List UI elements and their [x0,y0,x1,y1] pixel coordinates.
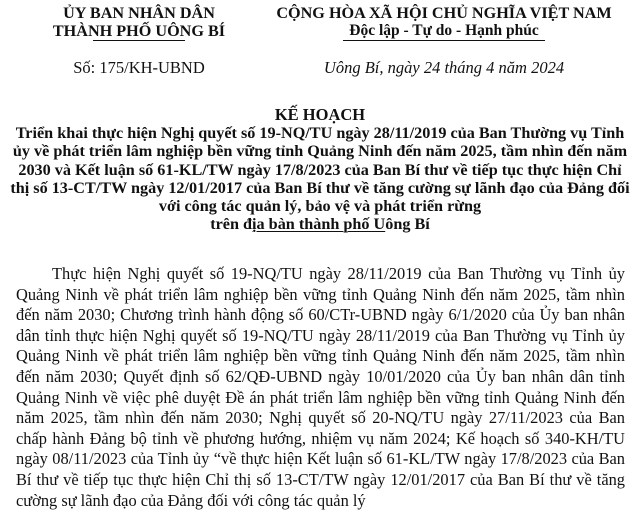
country-name: CỘNG HÒA XÃ HỘI CHỦ NGHĨA VIỆT NAM [276,4,612,22]
issuing-authority [0,4,278,40]
authority-line-1: ỦY BAN NHÂN DÂN [63,4,215,22]
subtitle-pre: trên đ [210,215,253,234]
document-title [10,106,630,233]
document-number: Số: 175/KH-UBND [73,58,205,77]
document-subtitle-last-line [10,215,630,233]
subtitle-underlined: ịa bàn thành phố U [252,215,386,234]
place-date: Uông Bí, ngày 24 tháng 4 năm 2024 [323,58,565,77]
subtitle-post: ông Bí [385,215,430,234]
motto-line [343,22,544,40]
authority-name: THÀNH PHỐ UÔNG BÍ [52,22,226,40]
document-heading: KẾ HOẠCH [274,105,366,124]
authority-line-2 [53,22,225,40]
body-paragraph: Thực hiện Nghị quyết số 19-NQ/TU ngày 28/11/2019 của Ban Thường vụ Tỉnh ủy Quảng Ninh về phát triển lâm nghiệp bền vững tỉnh Quảng Ninh đến năm 2025, tầm nhìn đến năm 2030; Chương trình hành động số 60/CTr-UBND ngày 6/1/2020 của Ủy ban nhân dân tỉnh thực hiện Nghị quyết số 19-NQ/TU ngày 28/11/2019 của Ban Thường vụ Tỉnh ủy Quảng Ninh về phát triển lâm nghiệp bền vững tỉnh Quảng Ninh đến năm 2025, tầm nhìn đến năm 2030; Quyết định số 62/QĐ-UBND ngày 10/01/2020 của Ủy ban nhân dân tỉnh Quảng Ninh về việc phê duyệt Đề án phát triển lâm nghiệp bền vững tỉnh Quảng Ninh đến năm 2025, tầm nhìn đến năm 2030; Nghị quyết số 20-NQ/TU ngày 27/11/2023 của Ban chấp hành Đảng bộ tỉnh về phương hướng, nhiệm vụ năm 2024; Kế hoạch số 340-KH/TU ngày 08/11/2023 của Tỉnh ủy “về thực hiện Kết luận số 61-KL/TW ngày 17/8/2023 của Ban Bí thư về tiếp tục thực hiện Chỉ thị số 13-CT/TW ngày 12/01/2017 của Ban Bí thư về tăng cường sự lãnh đạo của Đảng đối với công tác quản lý [16,264,625,510]
motto-underline [343,40,544,41]
document-subtitle: Triển khai thực hiện Nghị quyết số 19-NQ/TU ngày 28/11/2019 của Ban Thường vụ Tỉnh ủy về phát triển lâm nghiệp bền vững tỉnh Quảng Ninh đến năm 2025, tầm nhìn đến năm 2030 và Kết luận số 61-KL/TW ngày 17/8/2023 của Ban Bí thư về tiếp tục thực hiện Chỉ thị số 13-CT/TW ngày 12/01/2017 của Ban Bí thư về tăng cường sự lãnh đạo của Đảng đối với công tác quản lý, bảo vệ và phát triển rừng [10,124,630,216]
motto-text: Độc lập - Tự do - Hạnh phúc [349,22,539,39]
national-motto [248,4,640,40]
authority-underline [93,40,185,41]
